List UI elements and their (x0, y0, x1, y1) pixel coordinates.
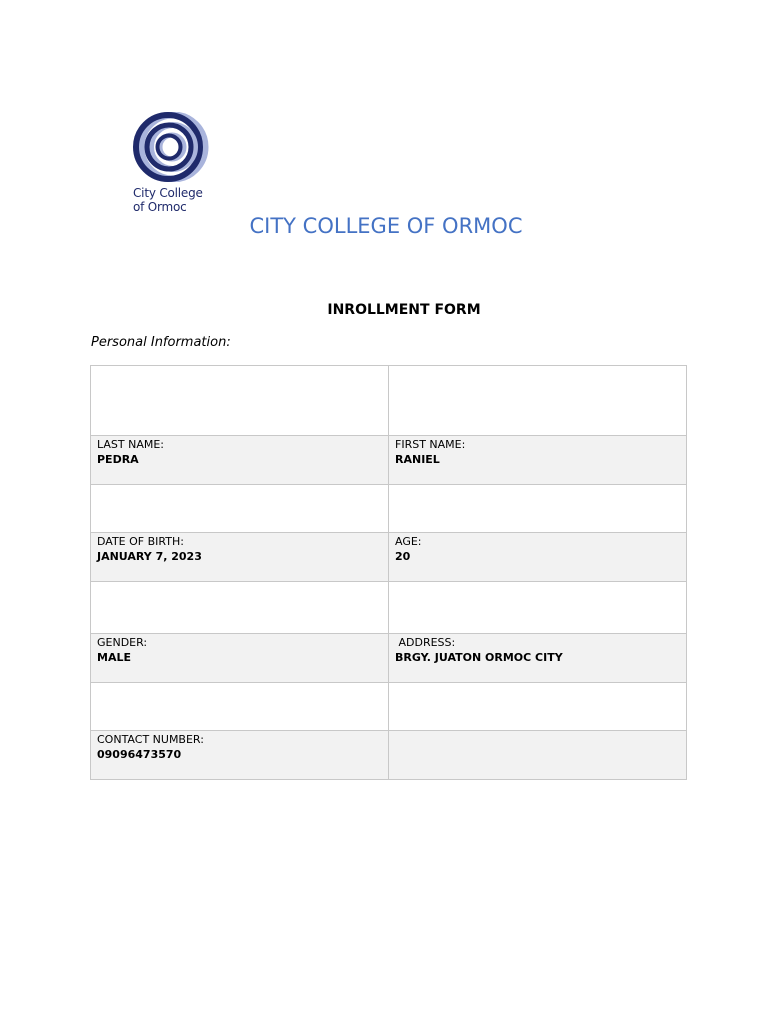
address-value: BRGY. JUATON ORMOC CITY (395, 651, 563, 664)
personal-info-table (90, 365, 687, 780)
table-row (91, 731, 687, 780)
first-name-label: FIRST NAME: (395, 438, 466, 451)
table-row (91, 485, 687, 533)
date-of-birth-label: DATE OF BIRTH: (97, 535, 184, 548)
first-name-value: RANIEL (395, 453, 440, 466)
address-label: ADDRESS: (395, 636, 456, 649)
blank-cell (91, 366, 389, 436)
concentric-rings-logo-icon (130, 112, 212, 182)
contact-number-label: CONTACT NUMBER: (97, 733, 204, 746)
blank-cell (389, 582, 687, 634)
college-title: CITY COLLEGE OF ORMOC (249, 214, 523, 238)
table-row (91, 533, 687, 582)
blank-cell (91, 485, 389, 533)
table-row (91, 683, 687, 731)
date-of-birth-cell (91, 533, 389, 582)
logo-wordmark: City College of Ormoc (133, 186, 203, 214)
last-name-cell (91, 436, 389, 485)
table-row (91, 436, 687, 485)
table-row (91, 582, 687, 634)
address-cell (389, 634, 687, 683)
gender-value: MALE (97, 651, 131, 664)
date-of-birth-value: JANUARY 7, 2023 (97, 550, 202, 563)
age-cell (389, 533, 687, 582)
blank-cell (389, 366, 687, 436)
college-logo (130, 112, 230, 214)
age-label: AGE: (395, 535, 422, 548)
gender-cell (91, 634, 389, 683)
contact-number-value: 09096473570 (97, 748, 182, 761)
table-row (91, 634, 687, 683)
last-name-label: LAST NAME: (97, 438, 165, 451)
first-name-cell (389, 436, 687, 485)
age-value: 20 (395, 550, 411, 563)
blank-cell (389, 485, 687, 533)
table-row (91, 366, 687, 436)
blank-cell (389, 683, 687, 731)
blank-cell (389, 731, 687, 780)
blank-cell (91, 683, 389, 731)
section-label: Personal Information: (91, 335, 231, 350)
blank-cell (91, 582, 389, 634)
form-title: INROLLMENT FORM (327, 302, 481, 318)
contact-number-cell (91, 731, 389, 780)
gender-label: GENDER: (97, 636, 148, 649)
last-name-value: PEDRA (97, 453, 139, 466)
